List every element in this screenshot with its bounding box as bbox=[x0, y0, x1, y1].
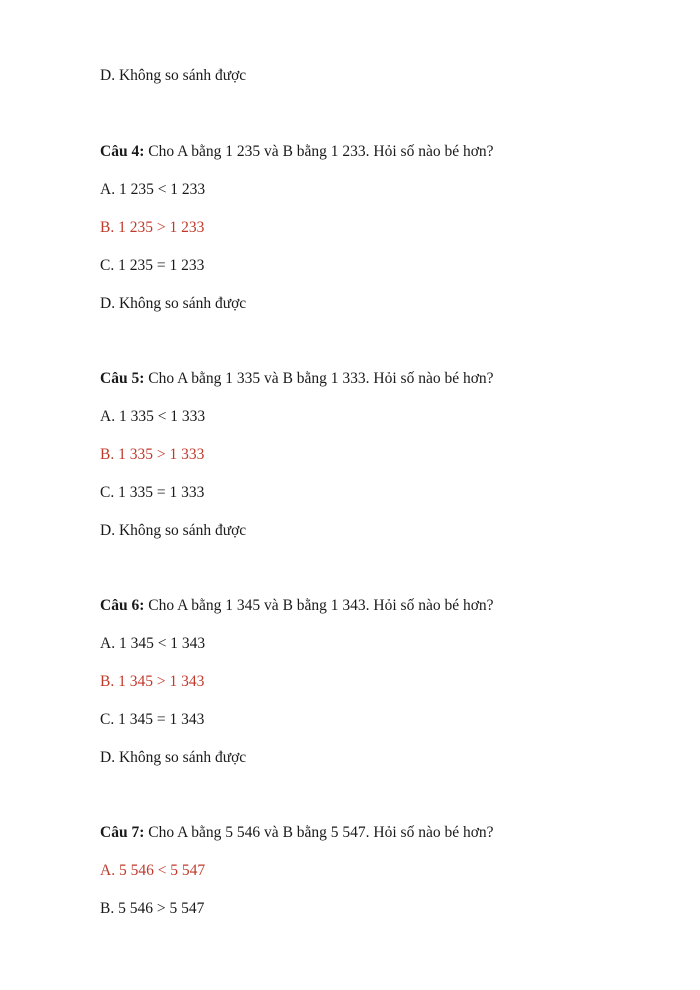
question-4 bbox=[100, 142, 494, 162]
question-6-option-d: D. Không so sánh được bbox=[100, 749, 247, 766]
question-6 bbox=[100, 596, 494, 616]
question-5-label: Câu 5: bbox=[100, 370, 145, 387]
question-4-option-b: B. 1 235 > 1 233 bbox=[100, 219, 205, 236]
question-5-option-d: D. Không so sánh được bbox=[100, 522, 247, 539]
question-4-text: Cho A bằng 1 235 và B bằng 1 233. Hỏi số nào bé hơn? bbox=[144, 143, 494, 160]
question-7-option-a: A. 5 546 < 5 547 bbox=[100, 862, 206, 879]
question-7-text: Cho A bằng 5 546 và B bằng 5 547. Hỏi số nào bé hơn? bbox=[144, 824, 494, 841]
question-5-option-a: A. 1 335 < 1 333 bbox=[100, 408, 206, 425]
question-5-text: Cho A bằng 1 335 và B bằng 1 333. Hỏi số nào bé hơn? bbox=[144, 370, 494, 387]
question-4-label: Câu 4: bbox=[100, 143, 145, 160]
question-6-text: Cho A bằng 1 345 và B bằng 1 343. Hỏi số nào bé hơn? bbox=[144, 597, 494, 614]
question-5-option-c: C. 1 335 = 1 333 bbox=[100, 484, 205, 501]
question-6-label: Câu 6: bbox=[100, 597, 145, 614]
question-7 bbox=[100, 823, 494, 843]
question-4-option-d: D. Không so sánh được bbox=[100, 295, 247, 312]
question-4-option-a: A. 1 235 < 1 233 bbox=[100, 181, 206, 198]
question-6-option-a: A. 1 345 < 1 343 bbox=[100, 635, 206, 652]
prev-option-d: D. Không so sánh được bbox=[100, 67, 247, 84]
question-7-label: Câu 7: bbox=[100, 824, 145, 841]
question-6-option-b: B. 1 345 > 1 343 bbox=[100, 673, 205, 690]
question-5-option-b: B. 1 335 > 1 333 bbox=[100, 446, 205, 463]
question-7-option-b: B. 5 546 > 5 547 bbox=[100, 900, 205, 917]
question-5 bbox=[100, 369, 494, 389]
question-4-option-c: C. 1 235 = 1 233 bbox=[100, 257, 205, 274]
question-6-option-c: C. 1 345 = 1 343 bbox=[100, 711, 205, 728]
